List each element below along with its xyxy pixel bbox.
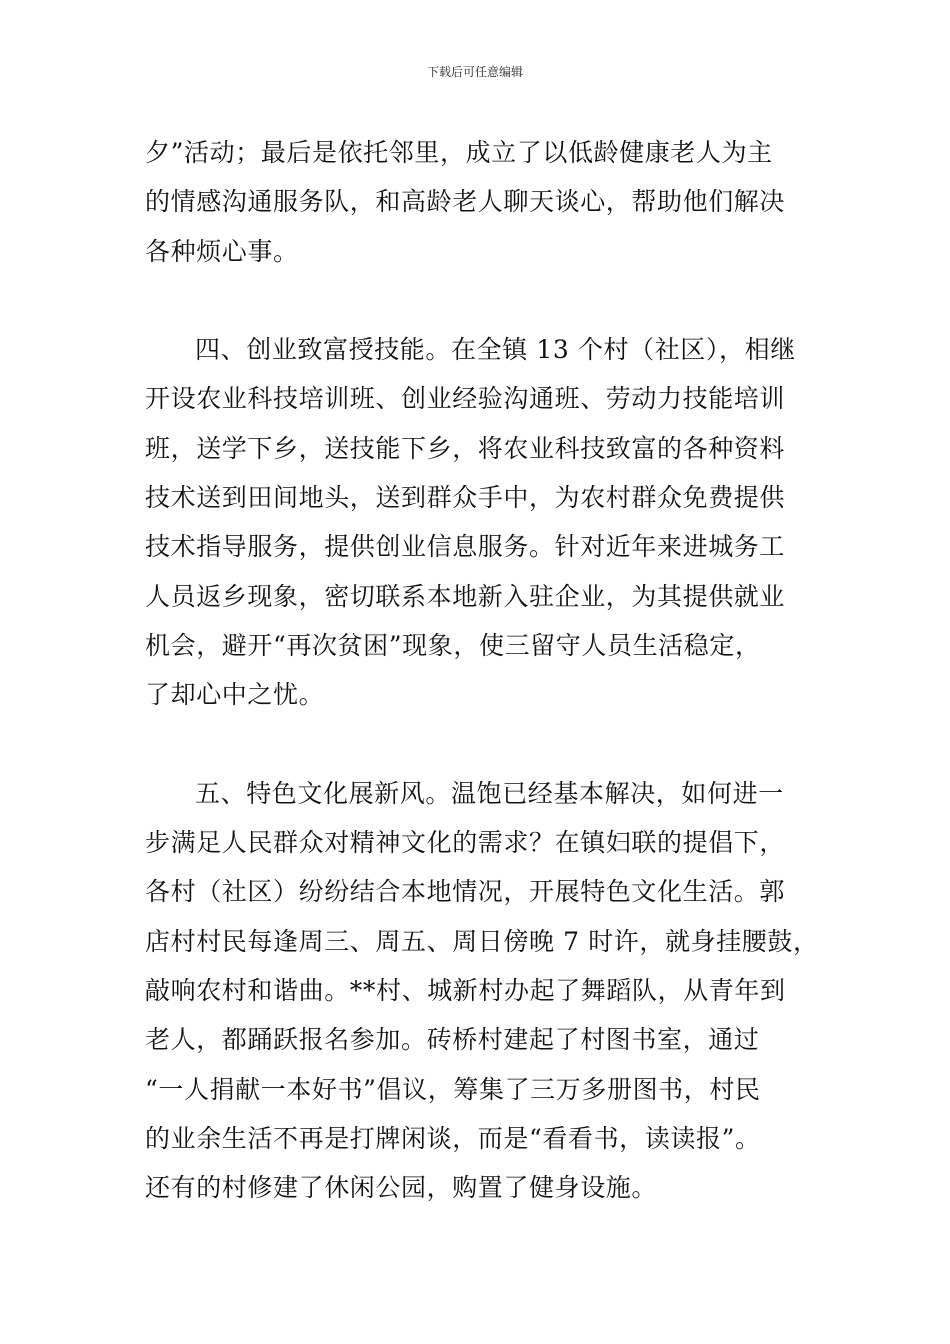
text-line: 老人，都踊跃报名参加。砖桥村建起了村图书室，通过 <box>145 1025 760 1055</box>
page-header: 下载后可任意编辑 <box>426 65 523 79</box>
paragraph-spacer <box>145 720 809 769</box>
text-line: 四、创业致富授技能。在全镇 13 个村（社区），相继 <box>195 335 796 365</box>
text-line: 班，送学下乡，送技能下乡，将农业科技致富的各种资料 <box>145 433 786 463</box>
text-line: 各村（社区）纷纷结合本地情况，开展特色文化生活。郭 <box>145 877 786 907</box>
text-line: 敲响农村和谐曲。**村、城新村办起了舞蹈队，从青年到 <box>145 976 786 1006</box>
text-line: “一人捐献一本好书”倡议，筹集了三万多册图书，村民 <box>145 1074 761 1104</box>
text-line: 了却心中之忧。 <box>145 680 325 710</box>
text-line: 夕”活动；最后是依托邻里，成立了以低龄健康老人为主 <box>145 138 773 167</box>
text-line: 店村村民每逢周三、周五、周日傍晚 7 时许，就身挂腰鼓， <box>145 926 819 956</box>
text-line: 各种烦心事。 <box>145 236 299 266</box>
text-line: 还有的村修建了休闲公园，购置了健身设施。 <box>145 1173 658 1203</box>
text-line: 机会，避开“再次贫困”现象，使三留守人员生活稳定， <box>145 630 761 660</box>
text-line: 步满足人民群众对精神文化的需求？在镇妇联的提倡下， <box>145 828 786 858</box>
text-line: 开设农业科技培训班、创业经验沟通班、劳动力技能培训 <box>145 384 786 414</box>
text-line: 技术送到田间地头，送到群众手中，为农村群众免费提供 <box>145 483 786 513</box>
paragraph-cultural-life <box>145 769 819 1213</box>
text-line: 五、特色文化展新风。温饱已经基本解决，如何进一 <box>195 778 784 808</box>
text-line: 的业余生活不再是打牌闲谈，而是“看看书，读读报”。 <box>145 1123 761 1153</box>
paragraph-activities <box>145 128 809 276</box>
text-line: 的情感沟通服务队，和高龄老人聊天谈心，帮助他们解决 <box>145 187 786 217</box>
text-line: 技术指导服务，提供创业信息服务。针对近年来进城务工 <box>145 532 786 562</box>
paragraph-spacer <box>145 276 809 325</box>
text-line: 人员返乡现象，密切联系本地新入驻企业，为其提供就业 <box>145 581 786 611</box>
document-body <box>145 128 819 1213</box>
paragraph-entrepreneurship-skills <box>145 325 809 719</box>
